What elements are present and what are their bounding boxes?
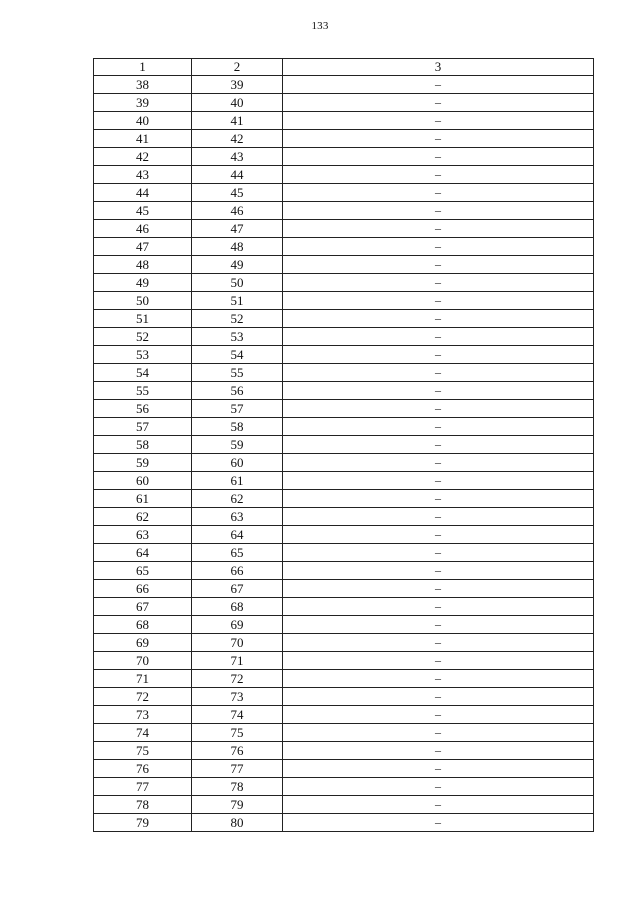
table-cell-col-3: – (283, 220, 594, 238)
table-cell-col-2: 42 (192, 130, 283, 148)
table-cell-col-3: – (283, 526, 594, 544)
table-row (94, 418, 594, 436)
table-cell-col-1: 56 (94, 400, 192, 418)
table-cell-col-3: – (283, 508, 594, 526)
table-row (94, 400, 594, 418)
table-cell-col-1: 51 (94, 310, 192, 328)
table-cell-col-3: – (283, 580, 594, 598)
table-row (94, 778, 594, 796)
table-cell-col-2: 76 (192, 742, 283, 760)
page-number: 133 (311, 20, 329, 32)
table-cell-col-2: 64 (192, 526, 283, 544)
table-row (94, 184, 594, 202)
table-cell-col-2: 47 (192, 220, 283, 238)
table-row (94, 580, 594, 598)
table-cell-col-2: 70 (192, 634, 283, 652)
table-row (94, 382, 594, 400)
table-row (94, 238, 594, 256)
table-cell-col-1: 69 (94, 634, 192, 652)
table-cell-col-1: 78 (94, 796, 192, 814)
table-row (94, 724, 594, 742)
table-cell-col-3: – (283, 292, 594, 310)
table-cell-col-1: 77 (94, 778, 192, 796)
table-cell-col-2: 61 (192, 472, 283, 490)
table-cell-col-3: – (283, 634, 594, 652)
table-cell-col-2: 73 (192, 688, 283, 706)
table-cell-col-1: 40 (94, 112, 192, 130)
table-cell-col-3: – (283, 616, 594, 634)
table-cell-col-1: 73 (94, 706, 192, 724)
table-row (94, 202, 594, 220)
table-cell-col-2: 60 (192, 454, 283, 472)
table-row (94, 364, 594, 382)
table-cell-col-1: 71 (94, 670, 192, 688)
table-row (94, 328, 594, 346)
table-cell-col-1: 64 (94, 544, 192, 562)
table-cell-col-2: 45 (192, 184, 283, 202)
table-row (94, 274, 594, 292)
table-row (94, 166, 594, 184)
table-row (94, 148, 594, 166)
table-header (94, 59, 594, 76)
table-row (94, 670, 594, 688)
table-cell-col-2: 55 (192, 364, 283, 382)
table-row (94, 616, 594, 634)
table-cell-col-2: 62 (192, 490, 283, 508)
table-cell-col-3: – (283, 796, 594, 814)
table-cell-col-1: 67 (94, 598, 192, 616)
table-cell-col-1: 57 (94, 418, 192, 436)
table-row (94, 742, 594, 760)
table-row (94, 472, 594, 490)
table-row (94, 706, 594, 724)
table-cell-col-1: 55 (94, 382, 192, 400)
table-cell-col-1: 72 (94, 688, 192, 706)
table-row (94, 814, 594, 832)
table-cell-col-1: 58 (94, 436, 192, 454)
table-row (94, 634, 594, 652)
table-cell-col-1: 63 (94, 526, 192, 544)
table-cell-col-1: 43 (94, 166, 192, 184)
table-cell-col-3: – (283, 166, 594, 184)
table-row (94, 688, 594, 706)
table-cell-col-1: 48 (94, 256, 192, 274)
table-cell-col-2: 74 (192, 706, 283, 724)
table-cell-col-2: 69 (192, 616, 283, 634)
table-cell-col-3: – (283, 400, 594, 418)
table-cell-col-1: 46 (94, 220, 192, 238)
table-cell-col-3: – (283, 184, 594, 202)
table-row (94, 220, 594, 238)
table-row (94, 598, 594, 616)
table-cell-col-2: 59 (192, 436, 283, 454)
table-cell-col-3: – (283, 328, 594, 346)
table-cell-col-2: 68 (192, 598, 283, 616)
table-body (94, 76, 594, 832)
table-row (94, 562, 594, 580)
table-cell-col-2: 71 (192, 652, 283, 670)
table-cell-col-3: – (283, 238, 594, 256)
table-cell-col-3: – (283, 202, 594, 220)
table-cell-col-2: 79 (192, 796, 283, 814)
table-row (94, 796, 594, 814)
column-header-3: 3 (283, 59, 594, 76)
table-row (94, 292, 594, 310)
table-cell-col-1: 54 (94, 364, 192, 382)
table-cell-col-3: – (283, 310, 594, 328)
table-cell-col-2: 48 (192, 238, 283, 256)
table-row (94, 256, 594, 274)
table-row (94, 112, 594, 130)
table-cell-col-1: 53 (94, 346, 192, 364)
table-cell-col-3: – (283, 148, 594, 166)
table-cell-col-2: 65 (192, 544, 283, 562)
table-cell-col-2: 39 (192, 76, 283, 94)
table-cell-col-3: – (283, 94, 594, 112)
table-cell-col-2: 40 (192, 94, 283, 112)
table-cell-col-2: 52 (192, 310, 283, 328)
table-cell-col-2: 63 (192, 508, 283, 526)
table-cell-col-1: 44 (94, 184, 192, 202)
table-cell-col-1: 61 (94, 490, 192, 508)
table-cell-col-1: 50 (94, 292, 192, 310)
table-cell-col-2: 56 (192, 382, 283, 400)
table-cell-col-1: 59 (94, 454, 192, 472)
table-cell-col-3: – (283, 112, 594, 130)
table-cell-col-1: 79 (94, 814, 192, 832)
table-cell-col-1: 60 (94, 472, 192, 490)
table-row (94, 544, 594, 562)
table-cell-col-2: 72 (192, 670, 283, 688)
table-cell-col-3: – (283, 490, 594, 508)
table-cell-col-3: – (283, 544, 594, 562)
table-cell-col-1: 70 (94, 652, 192, 670)
table-cell-col-2: 57 (192, 400, 283, 418)
table-cell-col-2: 78 (192, 778, 283, 796)
table-cell-col-2: 43 (192, 148, 283, 166)
data-table (93, 58, 594, 832)
table-cell-col-3: – (283, 814, 594, 832)
table-cell-col-3: – (283, 742, 594, 760)
table-cell-col-3: – (283, 346, 594, 364)
table-row (94, 346, 594, 364)
table-header-row (94, 59, 594, 76)
table-cell-col-2: 80 (192, 814, 283, 832)
table-cell-col-1: 65 (94, 562, 192, 580)
table-cell-col-3: – (283, 436, 594, 454)
table-cell-col-1: 47 (94, 238, 192, 256)
table-row (94, 130, 594, 148)
table-cell-col-3: – (283, 760, 594, 778)
table-row (94, 760, 594, 778)
table-cell-col-2: 75 (192, 724, 283, 742)
table-cell-col-3: – (283, 562, 594, 580)
table-cell-col-1: 45 (94, 202, 192, 220)
table-cell-col-3: – (283, 382, 594, 400)
column-header-2: 2 (192, 59, 283, 76)
table-cell-col-1: 66 (94, 580, 192, 598)
table-cell-col-2: 50 (192, 274, 283, 292)
table-cell-col-3: – (283, 688, 594, 706)
table-cell-col-3: – (283, 274, 594, 292)
table-cell-col-3: – (283, 454, 594, 472)
table-row (94, 490, 594, 508)
table-cell-col-2: 77 (192, 760, 283, 778)
table-cell-col-2: 58 (192, 418, 283, 436)
table-cell-col-1: 75 (94, 742, 192, 760)
table-cell-col-1: 38 (94, 76, 192, 94)
table-row (94, 76, 594, 94)
table-cell-col-3: – (283, 706, 594, 724)
table-cell-col-1: 39 (94, 94, 192, 112)
table-cell-col-2: 67 (192, 580, 283, 598)
table-cell-col-1: 49 (94, 274, 192, 292)
table-cell-col-1: 52 (94, 328, 192, 346)
table-cell-col-3: – (283, 670, 594, 688)
table-row (94, 526, 594, 544)
column-header-1: 1 (94, 59, 192, 76)
table-cell-col-3: – (283, 472, 594, 490)
table-cell-col-2: 53 (192, 328, 283, 346)
table-row (94, 652, 594, 670)
table-cell-col-1: 68 (94, 616, 192, 634)
table-row (94, 436, 594, 454)
table-row (94, 310, 594, 328)
table-cell-col-3: – (283, 598, 594, 616)
table-cell-col-2: 66 (192, 562, 283, 580)
table-cell-col-2: 49 (192, 256, 283, 274)
table-cell-col-2: 51 (192, 292, 283, 310)
table-cell-col-1: 62 (94, 508, 192, 526)
table-cell-col-3: – (283, 130, 594, 148)
table-row (94, 454, 594, 472)
table-row (94, 508, 594, 526)
table-cell-col-3: – (283, 652, 594, 670)
table-cell-col-1: 41 (94, 130, 192, 148)
table-cell-col-2: 44 (192, 166, 283, 184)
table-cell-col-1: 42 (94, 148, 192, 166)
table-cell-col-2: 41 (192, 112, 283, 130)
table-cell-col-3: – (283, 418, 594, 436)
table-cell-col-3: – (283, 364, 594, 382)
table-cell-col-2: 54 (192, 346, 283, 364)
table-cell-col-1: 76 (94, 760, 192, 778)
table-row (94, 94, 594, 112)
table-cell-col-3: – (283, 256, 594, 274)
table-cell-col-3: – (283, 778, 594, 796)
table-cell-col-1: 74 (94, 724, 192, 742)
table-cell-col-2: 46 (192, 202, 283, 220)
table-cell-col-3: – (283, 724, 594, 742)
table-cell-col-3: – (283, 76, 594, 94)
